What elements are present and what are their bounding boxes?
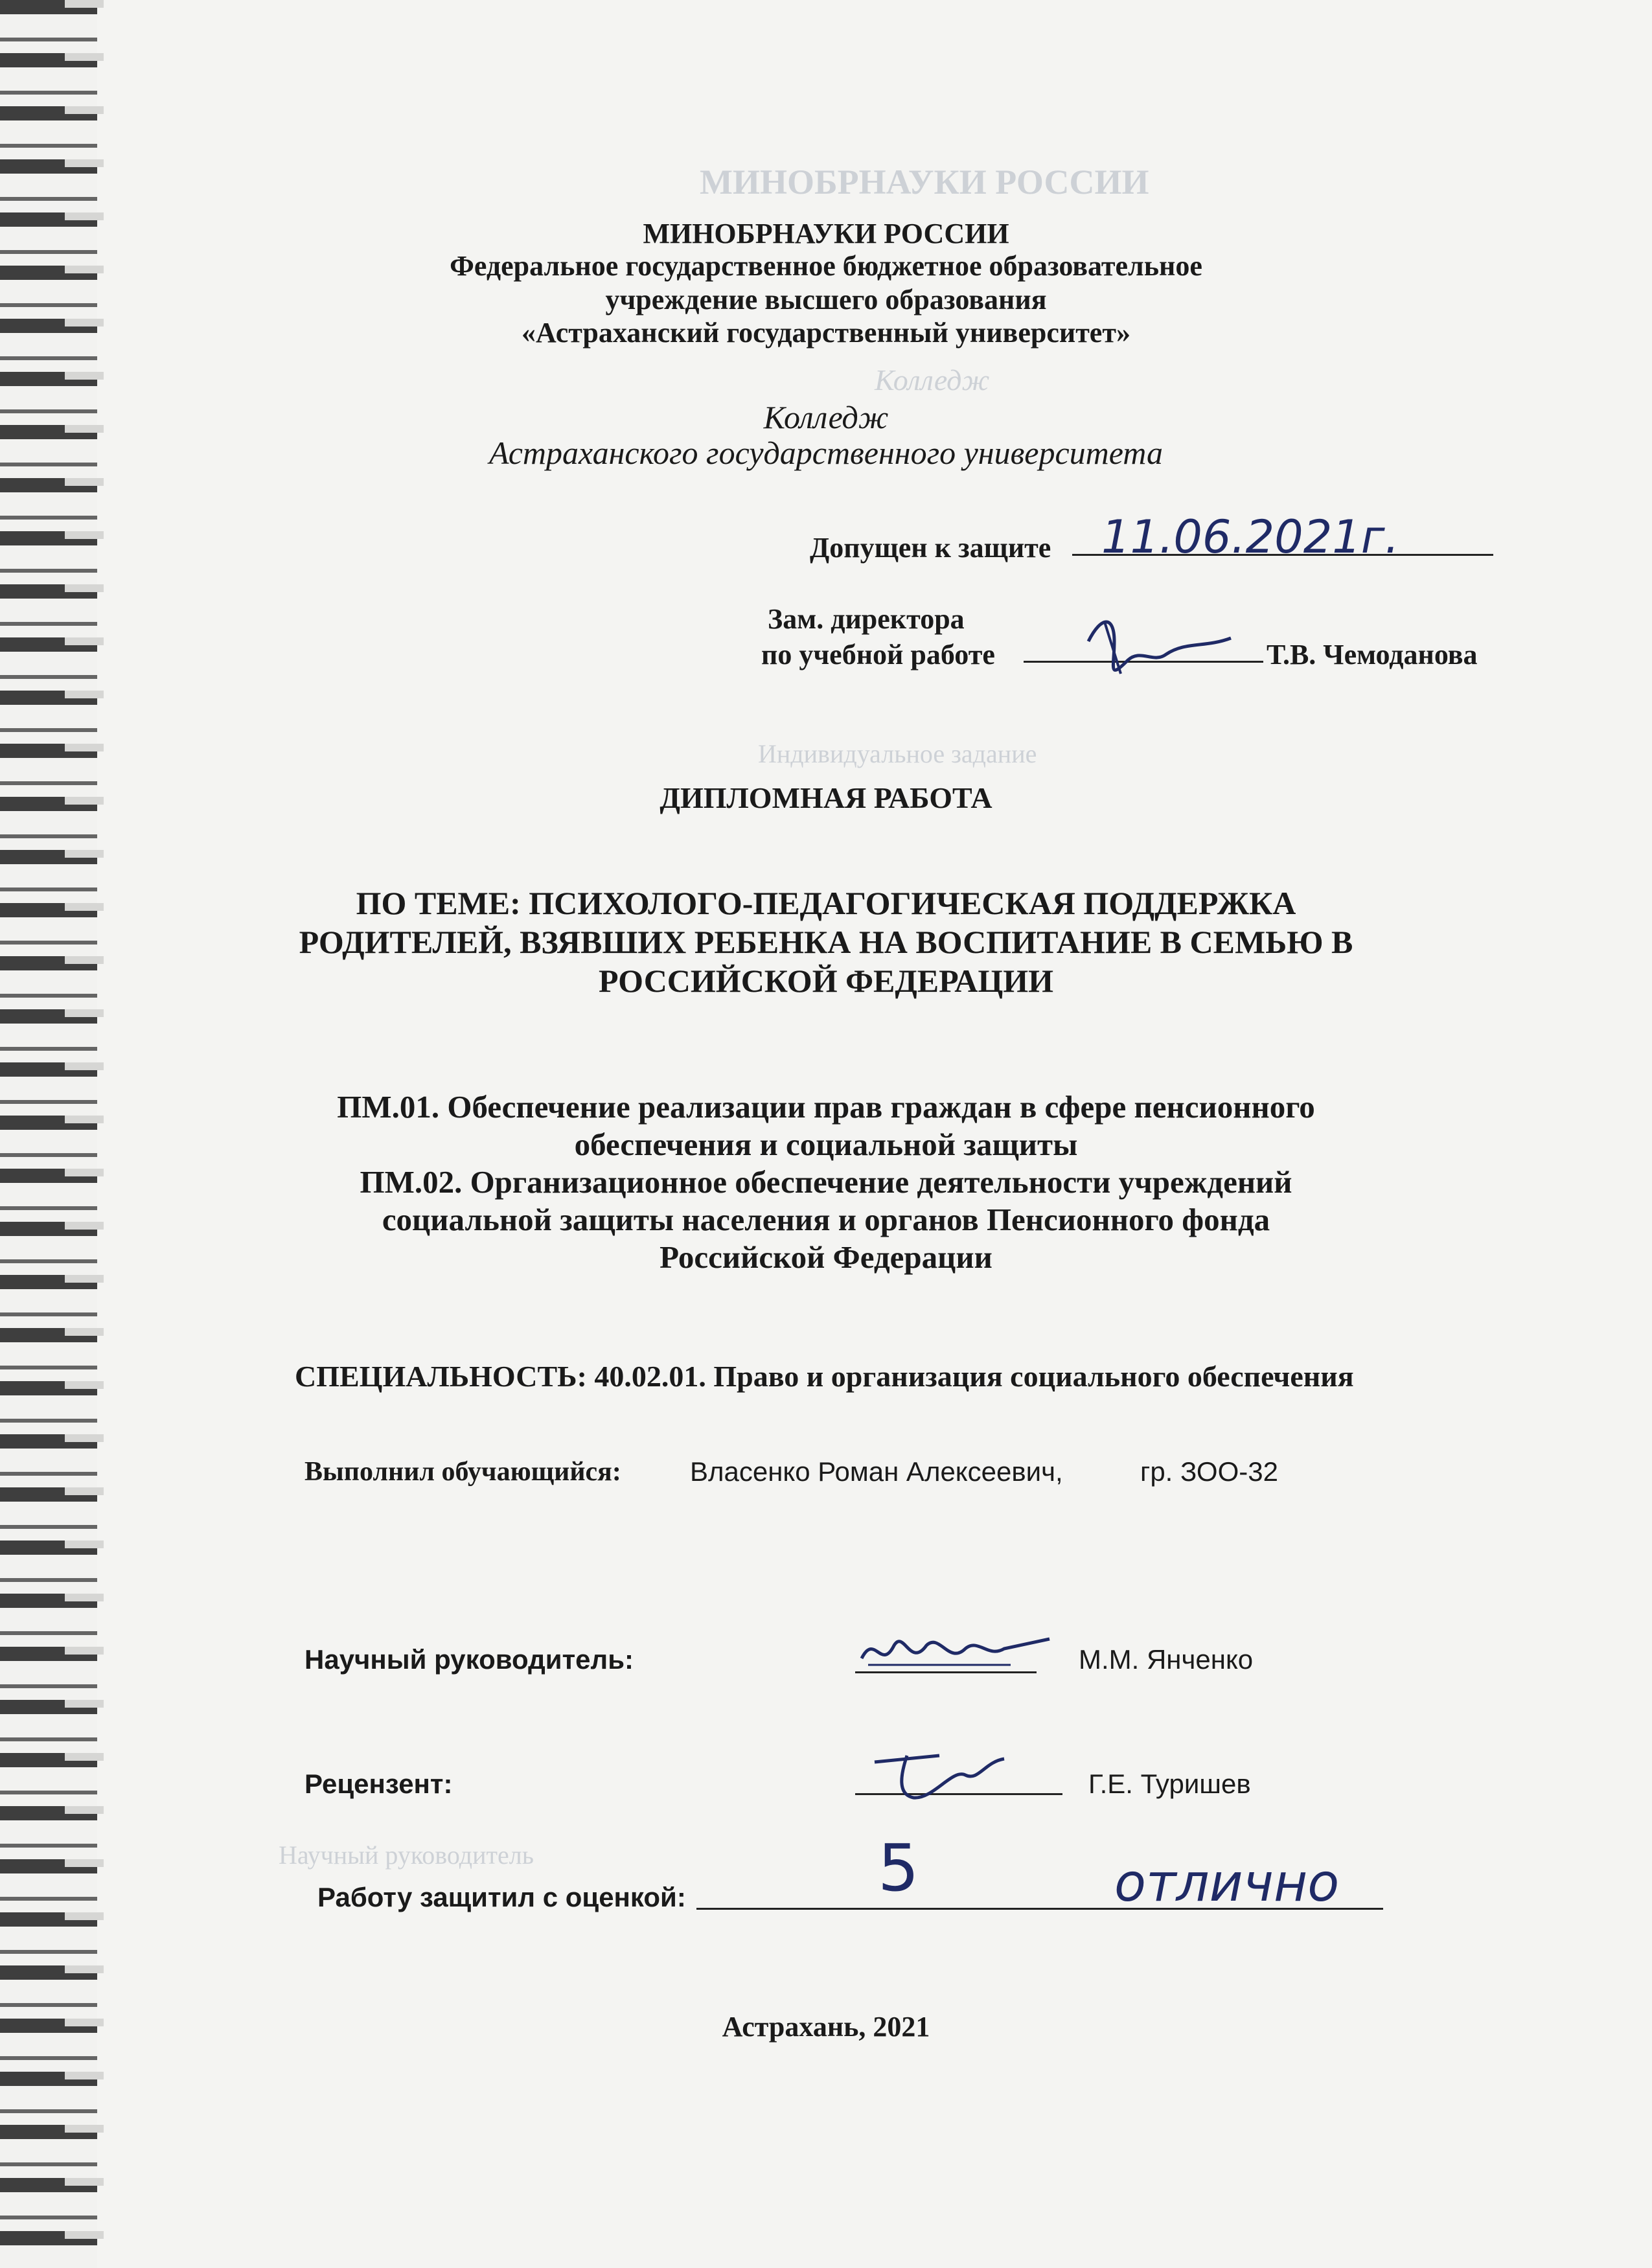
pm2-line-1: ПМ.02. Организационное обеспечение деятельности учреждений [360,1164,1292,1200]
reviewer-signature [862,1736,1030,1807]
org-line-1: Федеральное государственное бюджетное образовательное [450,250,1202,282]
grade-word: отлично [1114,1853,1340,1913]
college-of: Астраханского государственного университета [488,435,1164,471]
deputy-subtitle: по учебной работе [761,639,995,670]
ministry-title: МИНОБРНАУКИ РОССИИ [643,218,1009,249]
admission-label: Допущен к защите [810,532,1051,564]
deputy-signature [1075,602,1244,687]
student-name: Власенко Роман Алексеевич, [690,1456,1063,1487]
work-type: ДИПЛОМНАЯ РАБОТА [660,781,992,814]
college-label: Колледж [763,399,889,435]
grade-label: Работу защитил с оценкой: [317,1882,686,1912]
admission-date: 11.06.2021г. [1101,510,1399,564]
topic-line-3: РОССИЙСКОЙ ФЕДЕРАЦИИ [598,963,1054,999]
pm2-line-3: Российской Федерации [660,1239,992,1275]
student-group: гр. ЗОО-32 [1140,1456,1278,1487]
bleed-through-text-2: Колледж [875,363,990,396]
deputy-title: Зам. директора [768,603,965,635]
bleed-through-text-1: МИНОБРНАУКИ РОССИИ [700,163,1149,201]
reviewer-name: Г.Е. Туришев [1088,1769,1251,1799]
supervisor-signature [855,1620,1062,1684]
city-year: Астрахань, 2021 [722,2011,930,2043]
topic-line-1: ПО ТЕМЕ: ПСИХОЛОГО-ПЕДАГОГИЧЕСКАЯ ПОДДЕРЖКА [356,885,1296,921]
grade-number: 5 [878,1830,919,1906]
university-name: «Астраханский государственный университет» [522,317,1130,349]
deputy-name: Т.В. Чемоданова [1267,639,1478,670]
org-line-2: учреждение высшего образования [605,284,1047,315]
pm1-line-1: ПМ.01. Обеспечение реализации прав граждан в сфере пенсионного [337,1089,1315,1125]
reviewer-label: Рецензент: [304,1769,453,1799]
student-label: Выполнил обучающийся: [304,1457,621,1487]
bleed-through-text-4: Научный руководитель [279,1840,534,1870]
supervisor-label: Научный руководитель: [304,1644,634,1675]
specialty-label: СПЕЦИАЛЬНОСТЬ: 40.02.01. [295,1360,706,1393]
specialty [295,1359,1354,1393]
bleed-through-text-3: Индивидуальное задание [758,739,1037,768]
topic-line-2: РОДИТЕЛЕЙ, ВЗЯВШИХ РЕБЕНКА НА ВОСПИТАНИЕ В СЕМЬЮ В [299,924,1353,960]
specialty-name: Право и организация социального обеспечения [713,1360,1354,1393]
pm1-line-2: обеспечения и социальной защиты [574,1127,1078,1162]
supervisor-name: М.М. Янченко [1079,1644,1254,1675]
pm2-line-2: социальной защиты населения и органов Пенсионного фонда [382,1202,1270,1237]
